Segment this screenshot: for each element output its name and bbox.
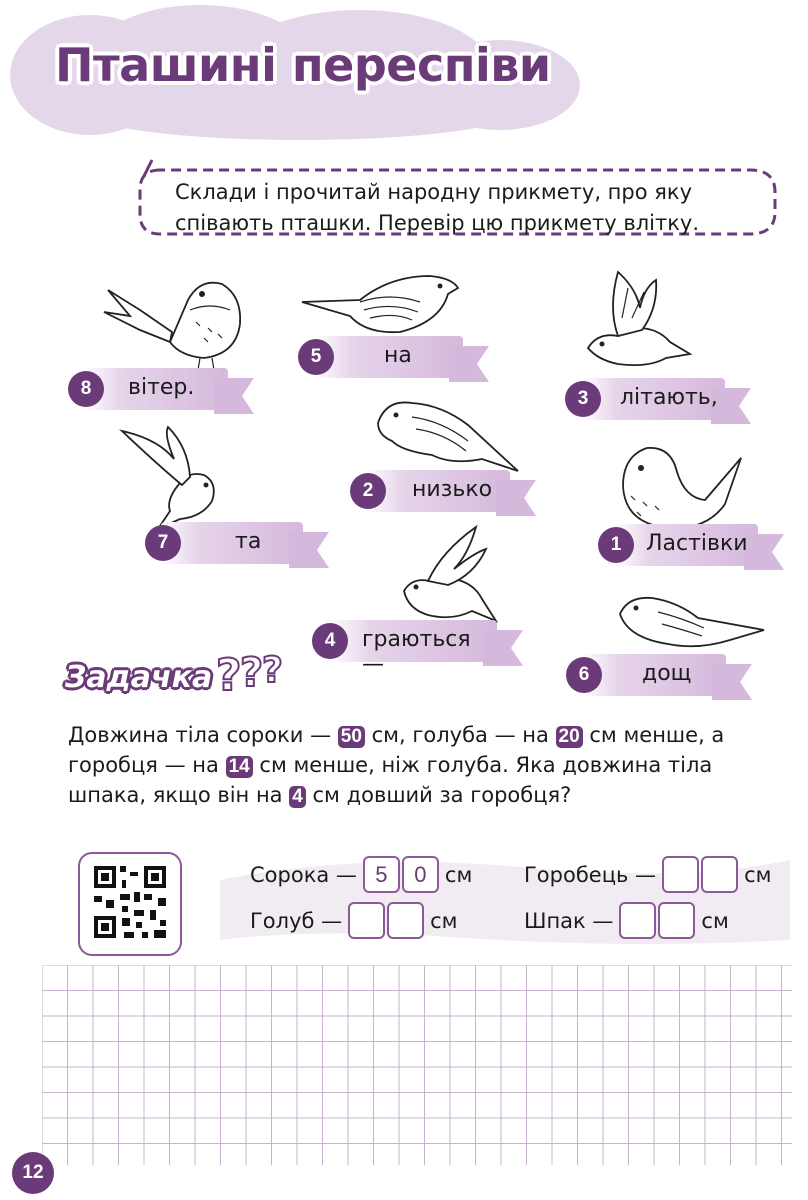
word-text: низько xyxy=(412,477,493,502)
bird-illustration xyxy=(578,268,698,378)
page-number: 12 xyxy=(12,1152,54,1194)
answer-holub xyxy=(250,902,458,939)
unit-label: см xyxy=(444,862,473,887)
answer-shpak xyxy=(524,902,729,939)
bird-illustration xyxy=(300,262,470,342)
word-number: 7 xyxy=(145,525,181,561)
number-badge: 14 xyxy=(226,756,253,778)
digit-box[interactable] xyxy=(658,902,695,939)
writing-grid[interactable] xyxy=(42,965,792,1165)
unit-label: см xyxy=(744,862,772,887)
word-label xyxy=(350,470,510,512)
number-badge: 50 xyxy=(338,726,365,748)
word-number: 8 xyxy=(68,371,104,407)
qr-code[interactable] xyxy=(78,852,182,956)
answer-label: Горобець — xyxy=(524,862,657,887)
unit-label: см xyxy=(701,908,729,933)
task-title: Задачка xyxy=(65,660,213,695)
digit-box[interactable] xyxy=(348,902,385,939)
bird-illustration xyxy=(398,525,498,625)
word-number: 1 xyxy=(598,527,634,563)
question-marks-icon xyxy=(212,640,292,700)
digit-box[interactable]: 0 xyxy=(402,856,439,893)
bird-illustration xyxy=(118,425,223,530)
svg-text:?: ? xyxy=(216,650,242,700)
digit-box[interactable] xyxy=(662,856,699,893)
answer-label: Шпак — xyxy=(524,908,614,933)
number-badge: 20 xyxy=(556,726,583,748)
digit-box[interactable] xyxy=(619,902,656,939)
word-text: граються — xyxy=(362,627,471,677)
svg-text:?: ? xyxy=(240,650,264,696)
word-text: вітер. xyxy=(128,375,195,400)
word-label xyxy=(145,522,303,564)
word-label xyxy=(312,620,497,677)
svg-text:?: ? xyxy=(262,650,283,691)
word-text: та xyxy=(235,529,262,554)
word-text: літають, xyxy=(620,385,718,410)
word-label xyxy=(298,336,463,378)
word-label xyxy=(565,378,725,420)
page-title: Пташині переспіви xyxy=(55,38,551,92)
word-text: на xyxy=(384,343,412,368)
word-text: Ластівки xyxy=(646,531,748,556)
word-number: 4 xyxy=(312,623,348,659)
word-text: дощ xyxy=(642,661,692,686)
digit-box[interactable]: 5 xyxy=(363,856,400,893)
unit-label: см xyxy=(430,908,458,933)
number-badge: 4 xyxy=(289,786,306,808)
bird-illustration xyxy=(618,592,768,652)
word-label xyxy=(68,368,228,410)
word-label xyxy=(598,524,758,566)
problem-text: Довжина тіла сороки — 50 см, голуба — на 20 см менше, а горобця — на 14 см менше, ніж голуба. Яка довжина тіла шпака, якщо він на 4 см довший за горобця? xyxy=(68,723,725,807)
instruction-text: Склади і прочитай народну прикмету, про яку співають пташки. Перевір цю прикмету влітку. xyxy=(175,180,700,235)
word-number: 2 xyxy=(350,473,386,509)
answer-horobets xyxy=(524,856,771,893)
digit-box[interactable] xyxy=(701,856,738,893)
digit-box[interactable] xyxy=(387,902,424,939)
answer-soroka xyxy=(250,856,472,893)
word-label xyxy=(566,654,726,696)
bird-illustration xyxy=(615,438,745,533)
qr-code-icon xyxy=(80,854,180,954)
answer-label: Голуб — xyxy=(250,908,343,933)
word-number: 6 xyxy=(566,657,602,693)
bird-illustration xyxy=(372,395,522,480)
answer-label: Сорока — xyxy=(250,862,357,887)
word-number: 3 xyxy=(565,381,601,417)
bird-illustration xyxy=(100,272,250,372)
word-number: 5 xyxy=(298,339,334,375)
